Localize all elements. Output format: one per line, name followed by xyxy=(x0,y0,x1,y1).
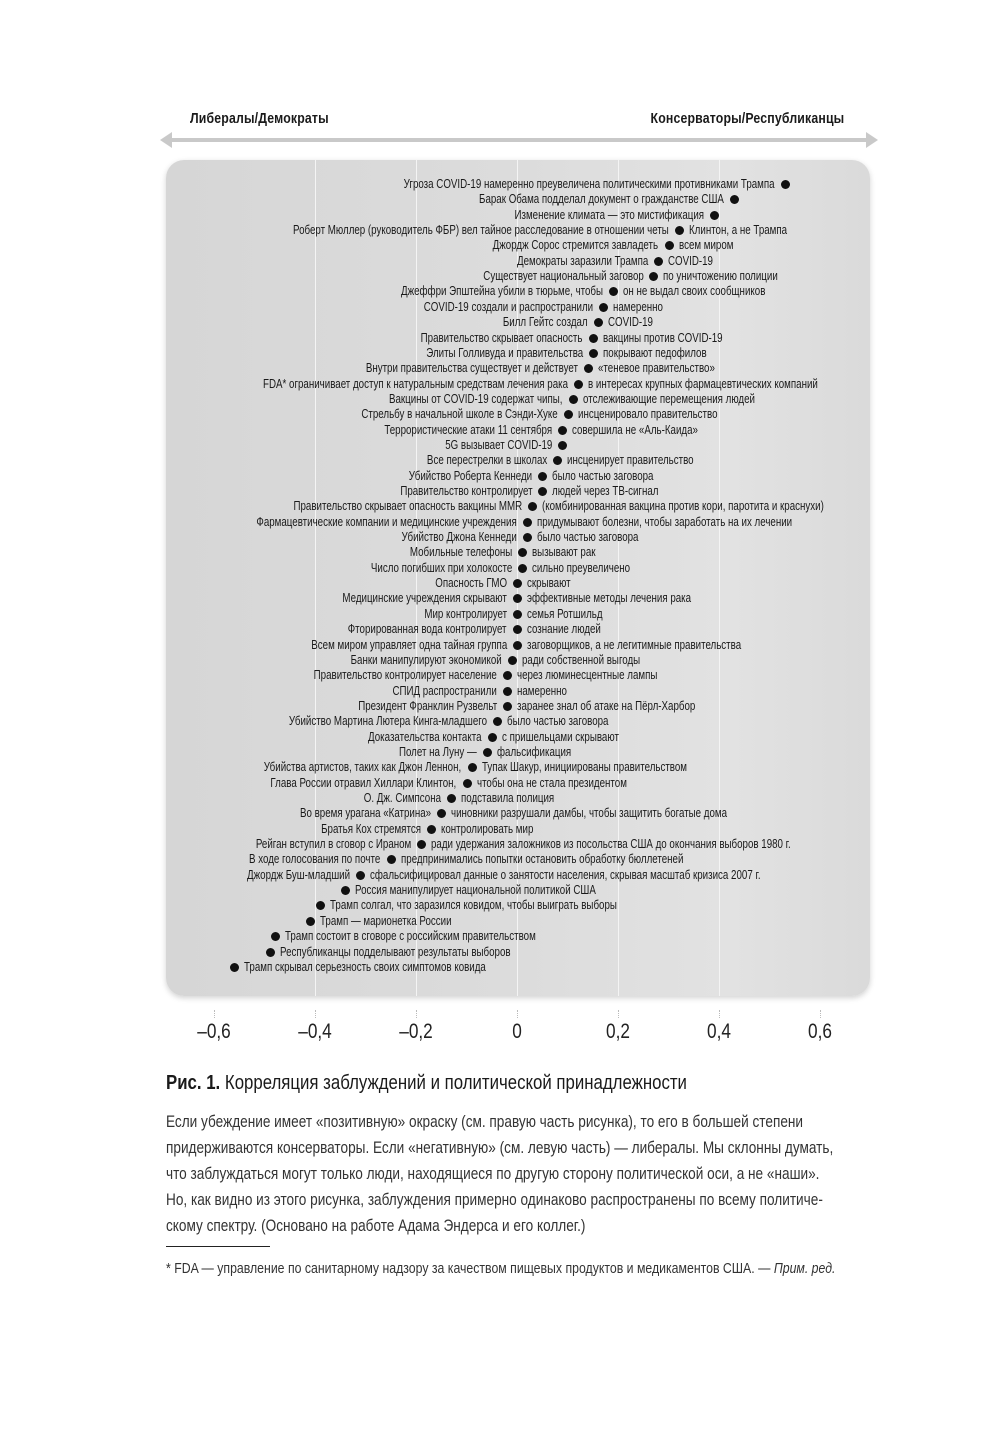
belief-label-left: Доказательства контакта xyxy=(368,729,482,744)
data-point-row xyxy=(166,714,870,729)
data-point-row xyxy=(166,254,870,269)
belief-label-right: он не выдал своих сообщников xyxy=(622,284,766,299)
data-point-row xyxy=(166,269,870,284)
data-point-row xyxy=(166,469,870,484)
data-point-marker xyxy=(266,948,275,957)
tick-mark xyxy=(719,1010,721,1018)
data-point-row xyxy=(166,852,870,867)
data-point-row xyxy=(166,177,870,192)
belief-label-left: Мобильные телефоны xyxy=(409,545,513,560)
data-point-row xyxy=(166,223,870,238)
footnote-text: * FDA — управление по санитарному надзору за качеством пищевых продуктов и медикаментов США. — xyxy=(166,1260,774,1277)
belief-label-right: вызывают рак xyxy=(532,545,596,560)
belief-label-left: 5G вызывает COVID-19 xyxy=(445,437,553,452)
axis-label-liberals: Либералы/Демократы xyxy=(190,110,329,127)
data-point-row xyxy=(166,638,870,653)
data-point-row xyxy=(166,653,870,668)
data-point-row xyxy=(166,545,870,560)
belief-label-right: ради удержания заложников из посольства США до окончания выборов 1980 г. xyxy=(431,837,791,852)
data-point-marker xyxy=(306,917,315,926)
data-point-row xyxy=(166,914,870,929)
data-point-marker xyxy=(427,825,436,834)
belief-label-right: всем миром xyxy=(678,238,733,253)
belief-label-right: Трамп состоит в сговоре с российским правительством xyxy=(284,929,536,944)
data-point-marker xyxy=(594,318,603,327)
data-point-row xyxy=(166,684,870,699)
belief-label-right: «теневое правительство» xyxy=(597,361,715,376)
belief-label-left: Роберт Мюллер (руководитель ФБР) вел тайное расследование в отношении четы xyxy=(292,223,669,238)
data-point-row xyxy=(166,208,870,223)
data-point-row xyxy=(166,423,870,438)
belief-label-right: с пришельцами скрывают xyxy=(501,729,619,744)
data-point-marker xyxy=(538,472,547,481)
data-point-marker xyxy=(513,579,522,588)
belief-label-right: отслеживающие перемещения людей xyxy=(582,391,755,406)
belief-label-right: скрывают xyxy=(527,576,571,591)
data-point-row xyxy=(166,806,870,821)
description-line: скому спектру. (Основано на работе Адама Эндерса и его коллег.) xyxy=(166,1217,586,1235)
data-point-row xyxy=(166,868,870,883)
belief-label-left: Фторированная вода контролирует xyxy=(348,622,507,637)
data-point-marker xyxy=(553,456,562,465)
data-point-row xyxy=(166,576,870,591)
belief-label-left: Во время урагана «Катрина» xyxy=(300,806,432,821)
data-point-row xyxy=(166,484,870,499)
belief-label-left: COVID-19 создали и распространили xyxy=(423,299,593,314)
data-point-row xyxy=(166,192,870,207)
footnote-divider xyxy=(166,1246,270,1247)
data-point-row xyxy=(166,361,870,376)
belief-label-left: Барак Обама подделал документ о гражданстве США xyxy=(479,192,725,207)
tick-label: 0,2 xyxy=(606,1020,630,1043)
belief-label-right: Республиканцы подделывают результаты выборов xyxy=(279,944,511,959)
data-point-marker xyxy=(513,594,522,603)
belief-label-left: Угроза COVID-19 намеренно преувеличена политическими противниками Трампа xyxy=(403,177,775,191)
belief-label-right: сознание людей xyxy=(527,622,601,637)
data-point-marker xyxy=(316,901,325,910)
belief-label-left: Глава России отравил Хиллари Клинтон, xyxy=(270,775,457,790)
description-line: Но, как видно из этого рисунка, заблуждения примерно одинаково распространены по всему политиче- xyxy=(166,1191,823,1209)
data-point-marker xyxy=(513,625,522,634)
belief-label-right: в интересах крупных фармацевтических компаний xyxy=(587,376,818,391)
data-point-marker xyxy=(569,395,578,404)
data-point-marker xyxy=(503,671,512,680)
belief-label-right: было частью заговора xyxy=(537,530,639,545)
tick-mark xyxy=(416,1010,418,1018)
belief-label-right: заговорщиков, а не легитимные правительства xyxy=(527,637,742,652)
data-point-row xyxy=(166,438,870,453)
belief-label-right: COVID-19 xyxy=(607,315,653,330)
belief-label-left: Братья Кох стремятся xyxy=(321,821,422,836)
belief-label-right: придумывают болезни, чтобы заработать на их лечении xyxy=(537,514,793,529)
data-point-marker xyxy=(649,272,658,281)
data-point-marker xyxy=(781,180,790,189)
data-point-row xyxy=(166,453,870,468)
belief-label-right: инсценировало правительство xyxy=(577,407,718,422)
data-point-row xyxy=(166,530,870,545)
data-point-marker xyxy=(387,855,396,864)
data-point-row xyxy=(166,238,870,253)
belief-label-right: совершила не «Аль-Каида» xyxy=(572,422,699,437)
belief-label-right: заранее знал об атаке на Пёрл-Харбор xyxy=(516,698,696,713)
data-point-marker xyxy=(675,226,684,235)
belief-label-left: Террористические атаки 11 сентября xyxy=(384,422,553,437)
data-point-row xyxy=(166,607,870,622)
data-point-row xyxy=(166,699,870,714)
data-point-row xyxy=(166,284,870,299)
data-point-row xyxy=(166,407,870,422)
data-point-marker xyxy=(523,533,532,542)
belief-label-right: было частью заговора xyxy=(506,714,609,729)
data-point-marker xyxy=(230,963,239,972)
belief-label-left: Убийство Джона Кеннеди xyxy=(401,530,518,545)
data-point-row xyxy=(166,300,870,315)
belief-label-right: семья Ротшильд xyxy=(527,606,603,621)
belief-label-right: Трамп скрывал серьезность своих симптомов ковида xyxy=(244,959,487,974)
belief-label-right: намеренно xyxy=(516,683,567,698)
belief-label-left: Всем миром управляет одна тайная группа xyxy=(311,637,507,652)
tick-label: –0,6 xyxy=(197,1020,231,1043)
data-point-marker xyxy=(271,932,280,941)
belief-label-left: Убийство Роберта Кеннеди xyxy=(408,468,533,483)
belief-label-right: по уничтожению полиции xyxy=(663,269,779,284)
data-point-row xyxy=(166,668,870,683)
data-point-marker xyxy=(665,241,674,250)
data-point-row xyxy=(166,791,870,806)
data-point-marker xyxy=(518,548,527,557)
figure-caption xyxy=(166,1072,687,1095)
data-point-marker xyxy=(609,287,618,296)
belief-label-left: Билл Гейтс создал xyxy=(503,315,588,330)
description-line: придерживаются консерваторы. Если «негативную» (см. левую часть) — либералы. Мы склонны думать, xyxy=(166,1139,834,1157)
data-point-marker xyxy=(710,211,719,220)
data-point-row xyxy=(166,377,870,392)
axis-label-conservatives: Консерваторы/Республиканцы xyxy=(650,110,844,127)
data-point-marker xyxy=(584,364,593,373)
belief-label-right: было частью заговора xyxy=(552,468,654,483)
data-point-marker xyxy=(538,487,547,496)
data-point-row xyxy=(166,929,870,944)
belief-label-right: чиновники разрушали дамбы, чтобы защитить богатые дома xyxy=(451,806,728,821)
belief-label-left: Джордж Сорос стремится завладеть xyxy=(493,238,659,253)
tick-label: 0 xyxy=(512,1020,522,1043)
belief-label-left: Стрельбу в начальной школе в Сэнди-Хуке xyxy=(361,407,558,422)
tick-mark xyxy=(315,1010,317,1018)
belief-label-left: Джордж Буш-младший xyxy=(247,867,351,882)
tick-mark xyxy=(517,1010,519,1018)
belief-label-left: В ходе голосования по почте xyxy=(249,852,381,867)
data-point-row xyxy=(166,960,870,975)
belief-label-right: эффективные методы лечения рака xyxy=(527,591,692,606)
data-point-row xyxy=(166,331,870,346)
figure-title: Корреляция заблуждений и политической принадлежности xyxy=(224,1072,687,1094)
belief-label-left: Фармацевтические компании и медицинские учреждения xyxy=(256,514,518,529)
tick-label: –0,4 xyxy=(298,1020,332,1043)
belief-label-right: Трамп — марионетка России xyxy=(319,913,452,928)
data-point-marker xyxy=(417,840,426,849)
belief-label-right: намеренно xyxy=(612,299,663,314)
belief-label-left: Изменение климата — это мистификация xyxy=(514,207,704,222)
belief-label-right: ради собственной выгоды xyxy=(521,652,641,667)
data-point-row xyxy=(166,745,870,760)
belief-label-right: покрывают педофилов xyxy=(602,345,707,360)
belief-label-left: Правительство скрывает опасность xyxy=(420,330,583,345)
belief-label-left: Убийства артистов, таких как Джон Леннон, xyxy=(264,760,462,775)
belief-label-right: Россия манипулирует национальной политикой США xyxy=(355,883,597,898)
double-arrow-icon xyxy=(170,138,868,142)
belief-label-right: Трамп солгал, что заразился ковидом, чтобы выиграть выборы xyxy=(330,898,617,913)
belief-label-left: Число погибших при холокосте xyxy=(370,560,513,575)
belief-label-left: Полет на Луну — xyxy=(398,744,477,759)
belief-label-left: Медицинские учреждения скрывают xyxy=(342,591,507,606)
description-line: что заблуждаться могут только люди, находящиеся по другую сторону политической оси, а не «наши». xyxy=(166,1165,820,1183)
data-point-row xyxy=(166,776,870,791)
data-point-marker xyxy=(599,303,608,312)
data-point-marker xyxy=(356,871,365,880)
belief-label-left: Внутри правительства существует и действует xyxy=(365,361,578,376)
data-point-row xyxy=(166,561,870,576)
tick-label: –0,2 xyxy=(399,1020,433,1043)
data-point-marker xyxy=(513,610,522,619)
data-point-marker xyxy=(730,195,739,204)
chart-plot-area xyxy=(166,160,870,996)
data-point-marker xyxy=(528,502,537,511)
belief-label-left: Рейган вступил в сговор с Ираном xyxy=(255,837,412,852)
belief-label-left: СПИД распространили xyxy=(392,683,497,698)
belief-label-right: вакцины против COVID-19 xyxy=(602,330,723,345)
data-point-row xyxy=(166,837,870,852)
data-point-marker xyxy=(341,886,350,895)
data-point-marker xyxy=(447,794,456,803)
data-point-marker xyxy=(468,763,477,772)
belief-label-right: сильно преувеличено xyxy=(532,560,631,575)
data-point-marker xyxy=(508,656,517,665)
data-point-row xyxy=(166,622,870,637)
belief-label-left: Элиты Голливуда и правительства xyxy=(425,345,583,360)
data-point-marker xyxy=(589,349,598,358)
belief-label-left: Демократы заразили Трампа xyxy=(517,253,649,268)
belief-label-left: Банки манипулируют экономикой xyxy=(350,652,502,667)
data-point-row xyxy=(166,392,870,407)
belief-label-left: О. Дж. Симпсона xyxy=(364,791,442,805)
data-point-row xyxy=(166,346,870,361)
belief-label-left: Правительство скрывает опасность вакцины MMR xyxy=(293,499,523,514)
belief-label-left: Убийство Мартина Лютера Кинга-младшего xyxy=(288,714,487,729)
belief-label-left: Правительство контролирует население xyxy=(313,668,497,683)
belief-label-right: подставила полиция xyxy=(461,791,555,805)
tick-mark xyxy=(820,1010,822,1018)
data-point-marker xyxy=(503,687,512,696)
belief-label-right: сфальсифицировал данные о занятости населения, скрывая масштаб кризиса 2007 г. xyxy=(370,867,761,882)
data-point-marker xyxy=(463,779,472,788)
data-point-row xyxy=(166,499,870,514)
figure-description xyxy=(166,1109,876,1239)
data-point-marker xyxy=(488,733,497,742)
belief-label-right: предпринимались попытки остановить обработку бюллетеней xyxy=(400,852,684,867)
belief-label-right: инсценирует правительство xyxy=(567,453,694,468)
tick-label: 0,4 xyxy=(707,1020,731,1043)
data-point-row xyxy=(166,315,870,330)
belief-label-left: Опасность ГМО xyxy=(435,576,507,591)
belief-label-left: Мир контролирует xyxy=(424,606,507,621)
data-point-marker xyxy=(654,257,663,266)
data-point-row xyxy=(166,822,870,837)
belief-label-right: (комбинированная вакцина против кори, паротита и краснухи) xyxy=(542,499,824,514)
x-axis xyxy=(0,1010,992,1050)
belief-label-right: COVID-19 xyxy=(668,253,714,268)
data-point-marker xyxy=(518,564,527,573)
data-point-marker xyxy=(564,410,573,419)
belief-label-left: FDA* ограничивает доступ к натуральным средствам лечения рака xyxy=(262,376,568,391)
tick-mark xyxy=(618,1010,620,1018)
data-point-marker xyxy=(523,518,532,527)
belief-label-left: Существует национальный заговор xyxy=(482,269,644,284)
belief-label-right: людей через ТВ-сигнал xyxy=(552,484,659,498)
data-point-row xyxy=(166,760,870,775)
data-point-row xyxy=(166,515,870,530)
data-point-row xyxy=(166,730,870,745)
data-point-marker xyxy=(589,334,598,343)
figure-label: Рис. 1. xyxy=(166,1072,221,1094)
belief-label-right: Клинтон, а не Трампа xyxy=(688,223,787,238)
data-point-row xyxy=(166,945,870,960)
belief-label-left: Все перестрелки в школах xyxy=(427,453,548,468)
data-point-marker xyxy=(437,809,446,818)
data-point-row xyxy=(166,883,870,898)
data-point-marker xyxy=(493,717,502,726)
footnote-editor-note: Прим. ред. xyxy=(773,1260,836,1277)
belief-label-right: чтобы она не стала президентом xyxy=(476,775,627,790)
data-point-row xyxy=(166,591,870,606)
belief-label-left: Правительство контролирует xyxy=(399,484,533,498)
data-point-marker xyxy=(513,641,522,650)
description-line: Если убеждение имеет «позитивную» окраску (см. правую часть рисунка), то его в большей степени xyxy=(166,1113,804,1131)
tick-label: 0,6 xyxy=(808,1020,832,1043)
tick-mark xyxy=(214,1010,216,1018)
data-point-marker xyxy=(574,380,583,389)
data-point-marker xyxy=(503,702,512,711)
footnote xyxy=(166,1260,835,1277)
data-point-marker xyxy=(483,748,492,757)
data-point-marker xyxy=(558,441,567,450)
belief-label-left: Вакцины от COVID-19 содержат чипы, xyxy=(389,391,563,406)
belief-label-left: Президент Франклин Рузвельт xyxy=(357,698,497,713)
data-point-marker xyxy=(558,426,567,435)
belief-label-right: фальсификация xyxy=(496,744,571,759)
belief-label-right: контролировать мир xyxy=(441,821,534,836)
data-point-row xyxy=(166,898,870,913)
belief-label-right: через люминесцентные лампы xyxy=(516,668,658,683)
belief-label-left: Джеффри Эпштейна убили в тюрьме, чтобы xyxy=(400,284,603,299)
belief-label-right: Тупак Шакур, инициированы правительством xyxy=(481,760,687,775)
